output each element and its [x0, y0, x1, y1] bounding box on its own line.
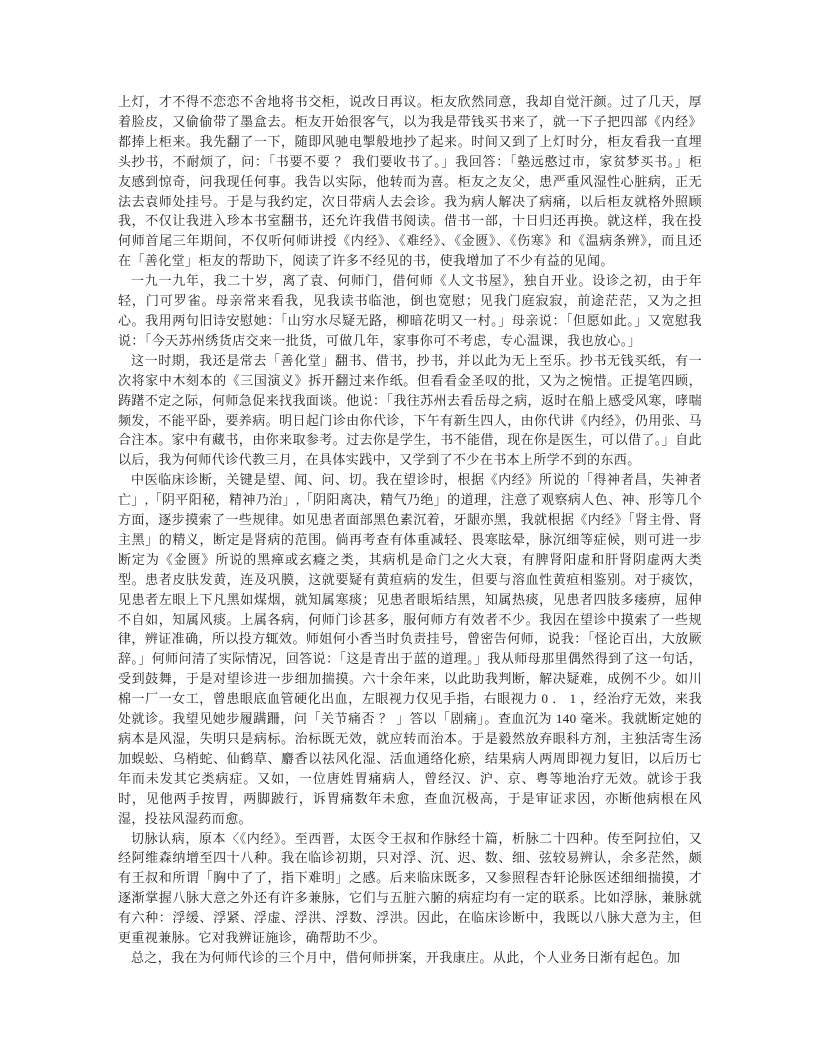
- paragraph-2: 一九一九年，我二十岁，离了袁、何师门，借何师《人文书屋》，独自开业。设诊之初，由于年轻，门可罗雀。母亲常来看我，见我读书临池，倒也宽慰；见我门庭寂寂，前途茫茫，又为之担心。我用两句旧诗安慰她：「山穷水尽疑无路，柳暗花明又一村。」母亲说：「但愿如此。」又宽慰我说：「今天苏州绣货店交来一批货，可做几年，家事你可不考虑，专心温课，我也放心。」: [118, 273, 702, 348]
- paragraph-5: 切脉认病，原本〈《内经》。至西晋，太医令王叔和作脉经十篇，析脉二十四种。传至阿拉伯，又经阿维森纳增至四十八种。我在临诊初期，只对浮、沉、迟、数、细、弦较易辨认，余多茫然，颇有王叔和所谓「胸中了了，指下难明」之感。后来临床既多，又参照程杏轩论脉医述细细揣摸，才逐渐掌握八脉大意之外还有许多兼脉，它们与五脏六腑的病症均有一定的联系。比如浮脉，兼脉就有六种：浮缓、浮紧、浮虚、浮洪、浮数、浮洪。因此，在临床诊断中，我既以八脉大意为主，但更重视兼脉。它对我辨证施诊，确帮助不少。: [118, 830, 702, 946]
- paragraph-6: 总之，我在为何师代诊的三个月中，借何师拼案，开我康庄。从此，个人业务日渐有起色。加: [131, 949, 681, 965]
- paragraph-1: 上灯，才不得不恋恋不舍地将书交柜，说改日再议。柜友欣然同意，我却自觉汗颜。过了几天，厚着脸皮，又偷偷带了墨盒去。柜友开始很客气，以为我是带钱买书来了，就一下子把四部《内经》都捧上柜来。我先翻了一下，随即风驰电掣般地抄了起来。时间又到了上灯时分，柜友看我一直埋头抄书，不耐烦了，问：「书要不要 ？ 我们要收书了。」我回答：「塾远憨过市，家贫梦买书。」柜友感到惊奇，问我现任何事。我告以实际，他转而为喜。柜友之友父，患严重风湿性心脏病，正无法去袁师处挂号。于是与我约定，次日带病人去会诊。我为病人解决了病痛，以后柜友就格外照顾我，不仅让我进入珍本书室翻书，还允许我借书阅读。借书一部，十日归还再换。就这样，我在投何师首尾三年期间，不仅听何师讲授《内经》、《难经》、《金匮》、《伤寒》和《温病条辨》，而且还在「善化堂」柜友的帮助下，阅读了许多不经见的书，使我增加了不少有益的见闻。: [118, 94, 702, 269]
- paragraph-3: 这一时期，我还是常去「善化堂」翻书、借书，抄书，并以此为无上至乐。抄书无钱买纸，有一次将家中木刻本的《三国演义》拆开翻过来作纸。但看看金圣叹的批，又为之惋惜。正提笔四顾，踌躇不定之际，何师急促来找我面谈。他说：「我往苏州去看岳母之病，返时在船上感受风寒，哮喘频发，不能平卧，要养病。明日起门诊由你代诊，下午有新生四人，由你代讲《内经》，仍用张、马合注本。家中有藏书，由你来取参考。过去你是学生，书不能借，现在你是医生，可以借了。」自此以后，我为何师代诊代教三月，在具体实践中，又学到了不少在书本上所学不到的东西。: [118, 352, 702, 468]
- text-block: [118, 92, 702, 968]
- paragraph-4: 中医临床诊断，关键是望、闻、问、切。我在望诊时，根据《内经》所说的「得神者昌，失神者亡」,「阴平阳秘，精神乃治」,「阴阳离决，精气乃绝」的道理，注意了观察病人色、神、形等几个方面，逐步摸索了一些规律。如见患者面部黑色素沉着，牙龈亦黑，我就根据《内经》「肾主骨、肾主黑」的精义，断定是肾病的范围。倘再考查有体重减轻、畏寒眩晕，脉沉细等症候，则可进一步断定为《金匮》所说的黑瘅或玄癃之类，其病机是命门之火大衰，有脾肾阳虚和肝肾阴虚两大类型。患者皮肤发黄，连及巩膜，这就要疑有黄疸病的发生，但要与溶血性黄疸相鉴别。对于痰饮，见患者左眼上下凡黑如煤烟，就知属寒痰；见患者眼垢结黑，知属热痰，见患者四肢多瘘痹，屈伸不自如，知属风痰。上属各病，何师门诊甚多，服何师方有效者不少。我因在望诊中摸索了一些规律，辨证准确，所以投方辄效。师姐何小香当时负责挂号，曾密告何师，说我：「怪论百出，大放厥辞。」何师问清了实际情况，回答说：「这是青出于蓝的道理。」我从师母那里偶然得到了这一句话，受到鼓舞，于是对望诊进一步细加揣摸。六十余年来，以此助我判断，解决疑难，成例不少。如川棉一厂一女工，曾患眼底血管硬化出血，左眼视力仅见手指，右眼视力 0 ． 1 ，经治疗无效，来我处就诊。我望见她步履蹒跚，问「关节痛否 ？ 」答以「剧痛」。查血沉为 140 毫米。我就断定她的病本是风湿，失明只是病标。治标既无效，就应转而治本。于是毅然放弃眼科方剂，主独活寄生汤加蜈蚣、乌梢蛇、仙鹤草、麝香以祛风化湿、活血通络化瘀，结果病人两周即视力复旧，以后历七年而未发其它类病症。又如，一位唐姓胃痛病人，曾经汉、沪、京、粤等地治疗无效。就诊于我时，见他两手按胃，两脚跛行，诉胃痛数年未愈，查血沉极高，于是审证求因，亦断他病根在风湿，投祛风湿药而愈。: [118, 472, 702, 826]
